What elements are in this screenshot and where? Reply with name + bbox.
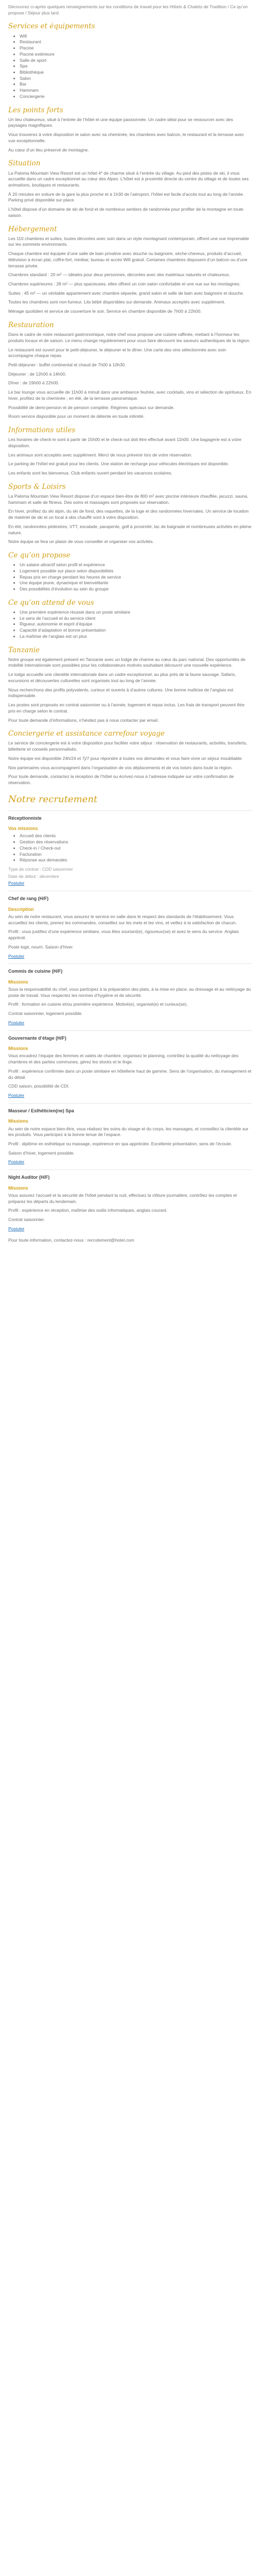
section-list (8, 33, 252, 100)
section-paragraph: Déjeuner : de 12h00 à 14h00. (8, 371, 67, 377)
list-item: • Piscine (20, 45, 252, 52)
section-paragraph: Chambres standard : 20 m² — idéales pour deux personnes, décorées avec des matériaux naturels et chaleureux. (8, 272, 230, 278)
job-paragraph: Contrat saisonnier, logement possible. (8, 1011, 83, 1016)
section-list (8, 562, 252, 592)
section-heading: Conciergerie et assistance carrefour voyage (8, 730, 165, 738)
apply-link[interactable]: Postuler (8, 1020, 25, 1025)
section-paragraph: Notre équipe est disponible 24h/24 et 7j/7 pour répondre à toutes vos demandes et vous faire vivre un séjour inoubliable. (8, 755, 243, 761)
list-item: • Des possibilités d’évolution au sein du groupe (20, 586, 252, 592)
list-item: • Salle de sport (20, 58, 252, 64)
list-item: • Capacité d’adaptation et bonne présentation (20, 628, 252, 634)
section-paragraph: Pour toute demande, contactez la réception de l’hôtel ou écrivez-nous à l’adresse indiquée sur votre confirmation de réservation. (8, 774, 234, 785)
section-paragraph: Dîner : de 19h00 à 22h00. (8, 380, 59, 386)
job-subheading: Missions (8, 1185, 28, 1191)
section-heading: Les points forts (8, 106, 63, 114)
section-heading: Services et équipements (8, 22, 95, 31)
section (8, 225, 252, 315)
section-paragraph: En été, randonnées pédestres, VTT, escalade, parapente, golf à proximité, lac de baignade et nombreuses activités en pleine nature. (8, 523, 252, 535)
job-meta: Type de contrat : CDD saisonnier (8, 866, 73, 872)
section-paragraph: Les enfants sont les bienvenus. Club enfants ouvert pendant les vacances scolaires. (8, 470, 172, 476)
section-list (8, 609, 252, 640)
job-paragraph: Contrat saisonnier. (8, 1217, 45, 1223)
job-paragraph: Sous la responsabilité du chef, vous participez à la préparation des plats, à la mise en place, au dressage et au nettoyage du poste de travail. Vous respectez les normes d’hygiène et de sécurité. (8, 987, 251, 998)
section-heading: Situation (8, 159, 41, 168)
job-paragraph: Profil : expérience en réception, maîtrise des outils informatiques, anglais courant. (8, 1208, 168, 1213)
section (8, 106, 252, 154)
job-paragraph: Au sein de notre espace bien-être, vous réalisez les soins du visage et du corps, les massages, et conseillez la clientèle sur les produits. Vous participez à la bonne tenue de l’espace. (8, 1126, 249, 1138)
section (8, 22, 252, 99)
apply-link[interactable]: Postuler (8, 1093, 25, 1098)
page (0, 0, 258, 1243)
job-paragraph: Poste logé, nourri. Saison d’hiver. (8, 944, 74, 950)
job-subheading: Vos missions (8, 825, 38, 831)
section-heading: Tanzanie (8, 646, 40, 654)
list-item: • Bar (20, 81, 252, 88)
job-paragraph: Profil : formation en cuisine et/ou première expérience. Motivé(e), organisé(e) et curieux(se). (8, 1002, 188, 1007)
section-paragraph: Les horaires de check-in sont à partir de 15h00 et le check-out doit être effectué avant 11h00. Une bagagerie est à votre disposition. (8, 437, 241, 448)
list-item: • Gestion des réservations (20, 839, 252, 845)
job-paragraph: Vous assurez l’accueil et la sécurité de l’hôtel pendant la nuit, effectuez la clôture journalière, contrôlez les comptes et préparez les départs du lendemain. (8, 1192, 237, 1204)
section (8, 321, 252, 420)
job-card (8, 1030, 252, 1099)
list-item: • Logement possible sur place selon disponibilités (20, 568, 252, 574)
job-paragraph: Profil : expérience confirmée dans un poste similaire en hôtellerie haut de gamme. Sens de l’organisation, du management et du détail. (8, 1068, 252, 1080)
section-paragraph: La Paloma Mountain View Resort est un hôtel 4* de charme situé à l’entrée du village. Au pied des pistes de ski, il vous accueille dans un cadre exceptionnel au cœur des Alpes. L’hôtel est à proximité directe du centre du village et de toutes ses animations, boutiques et restaurants. (8, 170, 249, 188)
apply-link[interactable]: Postuler (8, 880, 25, 886)
list-item: • Salon (20, 76, 252, 82)
section-paragraph: Le bar lounge vous accueille de 11h00 à minuit dans une ambiance feutrée, avec cocktails, vins et sélection de spiritueux. En hiver, profitez de la cheminée ; en été, de la terrasse panoramique. (8, 389, 251, 401)
section-paragraph: Les animaux sont acceptés avec supplément. Merci de nous prévenir lors de votre réservation. (8, 452, 192, 457)
section-paragraph: À 20 minutes en voiture de la gare la plus proche et à 1h30 de l’aéroport, l’hôtel est facile d’accès tout au long de l’année. Parking privé disponible sur place. (8, 191, 244, 203)
job-paragraph: Vous encadrez l’équipe des femmes et valets de chambre, organisez le planning, contrôlez la qualité du nettoyage des chambres et des parties communes, gérez les stocks et le linge. (8, 1053, 239, 1065)
job-mission-list (8, 833, 252, 863)
jobs-heading: Notre recrutement (8, 793, 98, 805)
list-item: • Accueil des clients (20, 833, 252, 839)
section-paragraph: Les 110 chambres et suites, toutes décorées avec soin dans un style montagnard contemporain, offrent une vue imprenable sur les sommets environnants. (8, 235, 249, 247)
section-paragraph: Chambres supérieures : 28 m² — plus spacieuses, elles offrent un coin salon confortable et une vue sur les montagnes. (8, 281, 241, 287)
job-card (8, 963, 252, 1026)
job-title: Gouvernante d’étage (H/F) (8, 1035, 67, 1041)
section-paragraph: Toutes les chambres sont non-fumeur. Lits bébé disponibles sur demande. Animaux acceptés avec supplément. (8, 299, 225, 305)
list-item: • La maîtrise de l’anglais est un plus (20, 634, 252, 640)
job-paragraph: Profil : vous justifiez d’une expérience similaire, vous êtes souriant(e), rigoureux(se) et avez le sens du service. Anglais apprécié. (8, 929, 239, 941)
section-heading: Hébergement (8, 225, 57, 233)
section-paragraph: Un lieu chaleureux, situé à l’entrée de l’hôtel et une équipe passionnée. Un cadre idéal pour se ressourcer avec des paysages magnifiques. (8, 116, 233, 128)
section-paragraph: Nous recherchons des profils polyvalents, curieux et ouverts à d’autres cultures. Une bonne maîtrise de l’anglais est indispensable. (8, 687, 234, 699)
section-heading: Sports & Loisirs (8, 482, 66, 491)
job-card (8, 891, 252, 959)
job-paragraph: CDD saison, possibilité de CDI. (8, 1083, 70, 1089)
section-paragraph: Le restaurant est ouvert pour le petit-déjeuner, le déjeuner et le dîner. Une carte des vins sélectionnée avec soin accompagne chaque repas. (8, 347, 226, 359)
list-item: • Réponse aux demandes (20, 857, 252, 863)
section (8, 426, 252, 477)
job-paragraph: Saison d’hiver, logement possible. (8, 1150, 75, 1156)
section-paragraph: Dans le cadre de notre restaurant gastronomique, notre chef vous propose une cuisine raffinée, mettant à l’honneur les produits locaux et de saison. Le menu change régulièrement pour vous faire découvrir les saveurs authentiques de la région. (8, 332, 251, 343)
section-heading: Ce qu’on attend de vous (8, 598, 94, 607)
job-card (8, 810, 252, 887)
intro-text: Découvrez ci-après quelques renseignements sur les conditions de travail pour les Hôtels & Chalets de Tradition / Ce qu’on propose / Séjour plus tard. (8, 4, 248, 15)
apply-link[interactable]: Postuler (8, 1226, 25, 1231)
section-paragraph: Le service de conciergerie est à votre disposition pour faciliter votre séjour : réservation de restaurants, activités, transferts, billetterie et conseils personnalisés. (8, 740, 247, 752)
job-subheading: Missions (8, 1118, 28, 1124)
section-paragraph: Le parking de l’hôtel est gratuit pour les clients. Une station de recharge pour véhicules électriques est disponible. (8, 461, 229, 467)
section (8, 730, 252, 786)
section-paragraph: Au cœur d’un lieu préservé de montagne. (8, 147, 89, 152)
section-paragraph: Chaque chambre est équipée d’une salle de bain privative avec douche ou baignoire, sèche-cheveux, produits d’accueil, télévision à écran plat, coffre-fort, minibar, bureau et accès Wifi gratuit. Certaines chambres disposent d’un balcon ou d’une terrasse privée. (8, 251, 248, 268)
job-title: Night Auditor (H/F) (8, 1175, 50, 1180)
list-item: • Hammam (20, 88, 252, 94)
section (8, 483, 252, 545)
section-paragraph: Pour toute demande d’informations, n’hésitez pas à nous contacter par email. (8, 717, 159, 723)
list-item: • Une équipe jeune, dynamique et bienveillante (20, 580, 252, 586)
job-meta: Date de début : décembre (8, 873, 59, 879)
list-item: • Facturation (20, 852, 252, 858)
section-paragraph: La Paloma Mountain View Resort dispose d’un espace bien-être de 800 m² avec piscine intérieure chauffée, jacuzzi, sauna, hammam et salle de fitness. Des soins et massages sont proposés sur réservation. (8, 493, 249, 505)
apply-link[interactable]: Postuler (8, 1159, 25, 1165)
apply-link[interactable]: Postuler (8, 953, 25, 959)
section-paragraph: Nos partenaires vous accompagnent dans l’organisation de vos déplacements et de vos loisirs dans toute la région. (8, 765, 233, 770)
job-title: Commis de cuisine (H/F) (8, 969, 63, 974)
list-item: • Rigueur, autonomie et esprit d’équipe (20, 621, 252, 628)
job-paragraph: Profil : diplôme en esthétique ou massage, expérience en spa appréciée. Excellente présentation, sens de l’écoute. (8, 1141, 232, 1147)
contact-text: Pour toute information, contactez-nous : recrutement@hotel.com (8, 1237, 134, 1243)
section-paragraph: Suites : 45 m² — un véritable appartement avec chambre séparée, grand salon et salle de bain avec baignoire et douche. (8, 290, 244, 296)
list-item: • Restaurant (20, 39, 252, 45)
section-heading: Informations utiles (8, 426, 75, 434)
list-item: • Conciergerie (20, 94, 252, 100)
section-heading: Restauration (8, 320, 54, 329)
section (8, 551, 252, 592)
list-item: • Wifi (20, 33, 252, 40)
job-paragraph: Au sein de notre restaurant, vous assurez le service en salle dans le respect des standards de l’établissement. Vous accueillez les clients, prenez les commandes, conseillez sur les mets et les vins, et veillez à la satisfaction de chacun. (8, 913, 237, 925)
section-paragraph: L’hôtel dispose d’un domaine de ski de fond et de nombreux sentiers de randonnée pour profiter de la montagne en toute saison. (8, 207, 244, 218)
list-item: • Check-in / Check-out (20, 845, 252, 852)
list-item: • Le sens de l’accueil et du service client (20, 616, 252, 622)
section-paragraph: Le lodge accueille une clientèle internationale dans un cadre exceptionnel, au plus près de la faune sauvage. Safaris, excursions et découvertes culturelles sont organisés tout au long de l’année. (8, 672, 236, 683)
job-subheading: Missions (8, 979, 28, 985)
section-paragraph: Les postes sont proposés en contrat saisonnier ou à l’année, logement et repas inclus. Les frais de transport peuvent être pris en charge selon le contrat. (8, 702, 245, 714)
content-sections (8, 22, 252, 786)
section-paragraph: Room service disponible pour un moment de détente en toute intimité. (8, 414, 145, 419)
section (8, 159, 252, 218)
section-paragraph: Vous trouverez à votre disposition le salon avec sa cheminée, les chambres avec balcon, le restaurant et la terrasse avec vue exceptionnelle. (8, 132, 244, 143)
section-heading: Ce qu’on propose (8, 551, 71, 560)
section-paragraph: Petit-déjeuner : buffet continental et chaud de 7h00 à 10h30. (8, 362, 126, 367)
job-title: Chef de rang (H/F) (8, 896, 49, 902)
section (8, 646, 252, 724)
job-title: Réceptionniste (8, 815, 42, 821)
section-paragraph: En hiver, profitez du ski alpin, du ski de fond, des raquettes, de la luge et des randonnées hivernales. Un service de location de matériel de ski et un local à skis chauffé sont à votre disposition. (8, 509, 249, 520)
list-item: • Piscine extérieure (20, 52, 252, 58)
job-subheading: Missions (8, 1046, 28, 1052)
jobs-list (8, 810, 252, 1232)
list-item: • Bibliothèque (20, 70, 252, 76)
section-paragraph: Possibilité de demi-pension et de pension complète. Régimes spéciaux sur demande. (8, 404, 175, 410)
section (8, 599, 252, 640)
section-paragraph: Ménage quotidien et service de couverture le soir. Service en chambre disponible de 7h00 à 22h00. (8, 309, 202, 314)
job-card (8, 1103, 252, 1165)
job-subheading: Description (8, 906, 34, 912)
job-title: Masseur / Esthéticien(ne) Spa (8, 1108, 74, 1113)
list-item: • Spa (20, 63, 252, 70)
job-card (8, 1170, 252, 1232)
section-paragraph: Notre équipe se fera un plaisir de vous conseiller et organiser vos activités. (8, 539, 154, 545)
list-item: • Un salaire attractif selon profil et expérience (20, 562, 252, 568)
section-paragraph: Notre groupe est également présent en Tanzanie avec un lodge de charme au cœur du parc national. Des opportunités de mobilité internationale sont possibles pour les collaborateurs motivés souhaitant découvrir une nouvelle expérience. (8, 656, 246, 668)
list-item: • Une première expérience réussie dans un poste similaire (20, 609, 252, 616)
list-item: • Repas pris en charge pendant les heures de service (20, 574, 252, 581)
